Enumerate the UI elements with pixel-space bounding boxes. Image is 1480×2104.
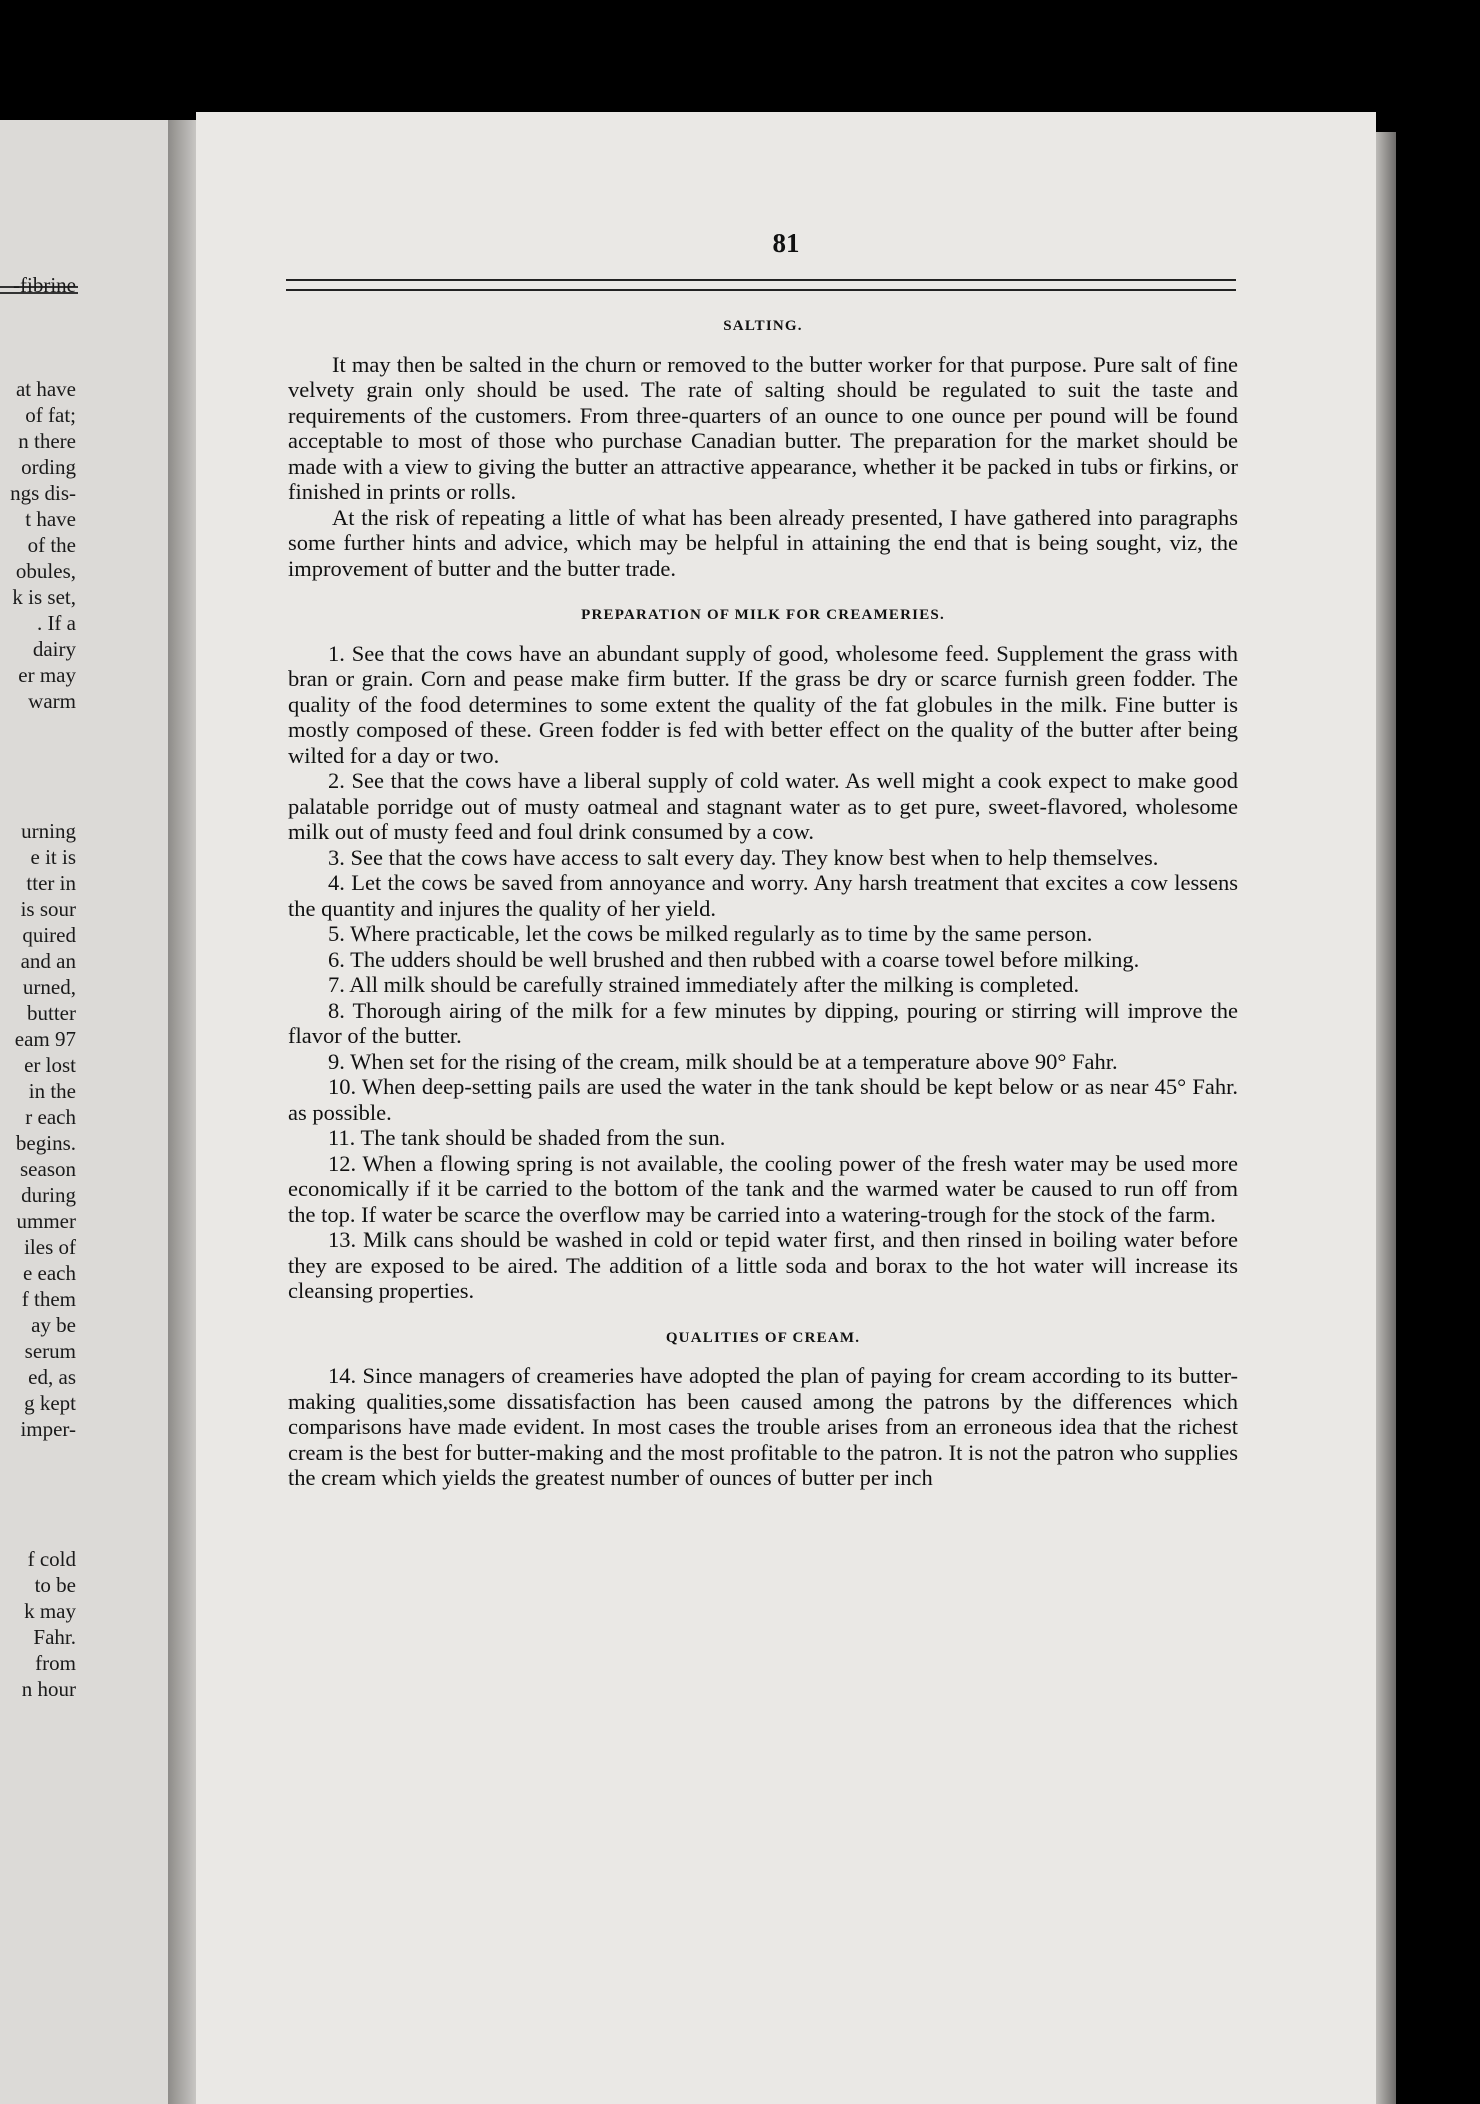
left-page-line: from xyxy=(35,1651,76,1675)
left-page-line: f cold xyxy=(27,1547,76,1571)
paragraph: 8. Thorough airing of the milk for a few minutes by dipping, pouring or stirring will improve the flavor of the butter. xyxy=(288,997,1238,1048)
paragraph: 4. Let the cows be saved from annoyance and worry. Any harsh treatment that excites a cow lessens the quantity and injures the quality of her yield. xyxy=(288,870,1238,921)
left-page-line: during xyxy=(21,1183,76,1207)
left-page-line: is sour xyxy=(20,897,76,921)
section-spacer xyxy=(288,581,1238,597)
paragraph: 11. The tank should be shaded from the sun. xyxy=(328,1125,726,1150)
paragraph: 5. Where practicable, let the cows be milked regularly as to time by the same person. xyxy=(328,921,1093,946)
paragraph: 13. Milk cans should be washed in cold or tepid water first, and then rinsed in boiling water before they are exposed to be aired. The addition of a little soda and borax to the hot water will increase its cleansing properties. xyxy=(288,1227,1238,1303)
left-page-line: at have xyxy=(15,377,76,401)
page-edge-shadow xyxy=(1376,132,1396,2104)
left-page-line: of fat; xyxy=(25,403,76,427)
left-page-line: k may xyxy=(24,1599,76,1623)
left-page-line xyxy=(10,350,76,376)
paragraph: At the risk of repeating a little of what has been already presented, I have gathered into paragraphs some further hints and advice, which may be helpful in attaining the end that is being sought, viz, the improvement of butter and the butter trade. xyxy=(288,504,1238,581)
left-page-line: r each xyxy=(25,1105,76,1129)
section-heading: QUALITIES OF CREAM. xyxy=(665,1329,861,1346)
left-page-line: to be xyxy=(34,1573,76,1597)
left-page-line: tter in xyxy=(26,871,76,895)
paragraph: 10. When deep-setting pails are used the water in the tank should be kept below or as near 45° Fahr. as possible. xyxy=(288,1074,1238,1125)
left-page-line xyxy=(10,792,76,818)
paragraph: 3. See that the cows have access to salt every day. They know best when to help themselves. xyxy=(328,844,1159,870)
left-page-line xyxy=(10,714,76,740)
left-page-line: k is set, xyxy=(12,585,76,609)
paragraph: 14. Since managers of creameries have adopted the plan of paying for cream according to its butter-making qualities,some dissatisfaction has been caused among the patrons by the differences which comparisons have made evident. In most cases the trouble arises from an erroneous idea that the richest cream is the best for butter-making and the most profitable to the patron. It is not the patron who supplies the cream which yields the greatest number of ounces of butter per inch xyxy=(288,1363,1238,1490)
left-page-line: -fibrine xyxy=(13,273,76,297)
left-page-line: season xyxy=(20,1157,76,1181)
paragraph: It may then be salted in the churn or removed to the butter worker for that purpose. Pure salt of fine velvety grain only should be used. The rate of salting should be regulated to suit the taste and requirements of the customers. From three-quarters of an ounce to one ounce per pound will be found acceptable to most of those who purchase Canadian butter. The preparation for the market should be made with a view to giving the butter an attractive appearance, whether it be packed in tubs or firkins, or finished in prints or rolls. xyxy=(288,351,1238,504)
left-page-line: n hour xyxy=(21,1677,76,1701)
left-page-line: f them xyxy=(21,1287,76,1311)
left-page-line: urning xyxy=(21,819,76,843)
section-spacer xyxy=(288,1304,1238,1320)
left-page-line: ording xyxy=(21,455,76,479)
left-page-line: er may xyxy=(18,663,76,687)
left-page-line: eam 97 xyxy=(14,1027,76,1051)
left-page-line: urned, xyxy=(22,975,76,999)
left-page-line xyxy=(10,766,76,792)
paragraph: 1. See that the cows have an abundant supply of good, wholesome feed. Supplement the grass with bran or grain. Corn and pease make firm butter. If the grass be dry or scarce furnish green fodder. The quality of the food determines to some extent the quality of the fat globules in the milk. Fine butter is mostly composed of these. Green fodder is fed with better effect on the quality of the butter after being wilted for a day or two. xyxy=(288,640,1238,768)
book-gutter xyxy=(168,120,196,2104)
left-page-line xyxy=(10,1494,76,1520)
left-page-line: obules, xyxy=(15,559,76,583)
paragraph: 2. See that the cows have a liberal supply of cold water. As well might a cook expect to make good palatable porridge out of musty oatmeal and stagnant water as to get pure, sweet-flavored, wholesome milk out of musty feed and foul drink consumed by a cow. xyxy=(288,768,1238,844)
left-page-line: and an xyxy=(20,949,76,973)
left-page-text xyxy=(10,272,76,1702)
left-page-line: ay be xyxy=(31,1313,76,1337)
left-page-line: e it is xyxy=(30,845,76,869)
left-page-line xyxy=(10,324,76,350)
left-page-line: ed, as xyxy=(28,1365,76,1389)
left-page-line: er lost xyxy=(24,1053,76,1077)
page-body xyxy=(288,308,1238,1491)
left-page-line: e each xyxy=(22,1261,76,1285)
left-page-fragment xyxy=(0,120,168,2104)
left-page-line xyxy=(10,1520,76,1546)
left-page-line: imper- xyxy=(20,1417,76,1441)
left-page-line xyxy=(10,298,76,324)
left-page-line: begins. xyxy=(15,1131,76,1155)
left-page-line: butter xyxy=(27,1001,76,1025)
left-page-line xyxy=(10,1468,76,1494)
left-page-line: serum xyxy=(24,1339,76,1363)
right-page xyxy=(196,112,1376,2104)
paragraph: 12. When a flowing spring is not available, the cooling power of the fresh water may be used more economically if it be carried to the bottom of the tank and the warmed water be caused to run off from the top. If water be scarce the overflow may be carried into a watering-trough for the stock of the farm. xyxy=(288,1150,1238,1227)
left-page-line: dairy xyxy=(32,637,76,661)
left-page-line: warm xyxy=(28,689,76,713)
left-page-line: g kept xyxy=(24,1391,76,1415)
paragraph: 7. All milk should be carefully strained immediately after the milking is completed. xyxy=(328,972,1080,997)
page-number: 81 xyxy=(772,228,800,258)
left-page-line xyxy=(10,740,76,766)
section-heading: SALTING. xyxy=(723,318,803,334)
left-page-line: Fahr. xyxy=(33,1625,76,1649)
left-page-line: quired xyxy=(22,923,76,947)
left-page-line: ngs dis- xyxy=(10,481,76,505)
left-page-line xyxy=(10,1442,76,1468)
section-heading: PREPARATION OF MILK FOR CREAMERIES. xyxy=(581,607,945,623)
header-rule xyxy=(286,279,1236,291)
left-page-line: in the xyxy=(28,1079,76,1103)
left-page-line: ummer xyxy=(16,1209,76,1233)
left-page-line: of the xyxy=(27,533,76,557)
paragraph: 9. When set for the rising of the cream, milk should be at a temperature above 90° Fahr. xyxy=(328,1048,1118,1074)
left-page-line: . If a xyxy=(36,611,76,635)
paragraph: 6. The udders should be well brushed and then rubbed with a coarse towel before milking. xyxy=(328,946,1140,972)
left-page-line: n there xyxy=(18,429,76,453)
left-page-line: t have xyxy=(25,507,76,531)
left-page-line: iles of xyxy=(24,1235,76,1259)
